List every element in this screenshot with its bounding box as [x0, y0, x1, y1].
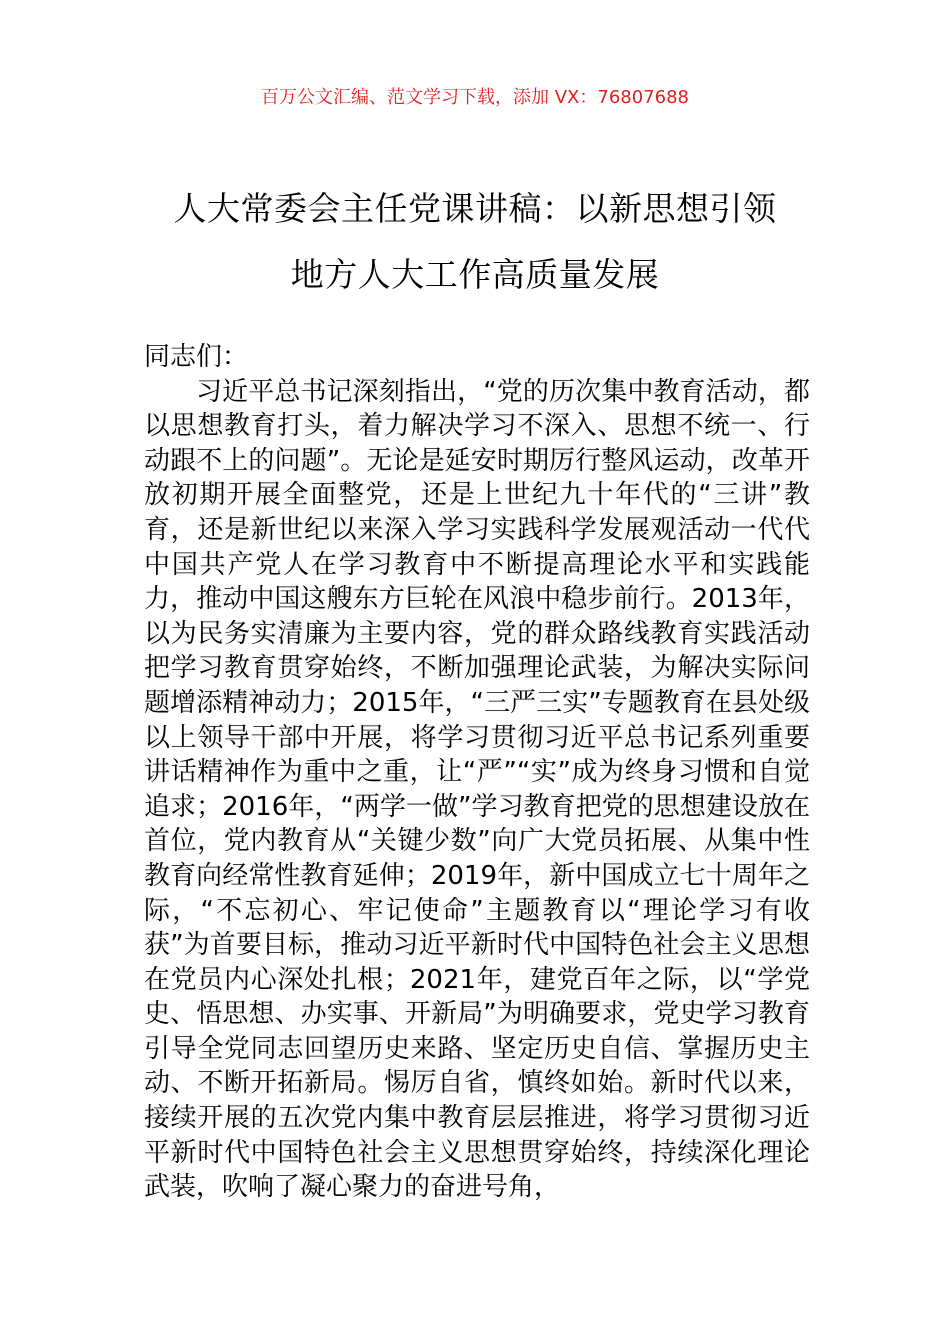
paragraph-1: 习近平总书记深刻指出，“党的历次集中教育活动，都以思想教育打头，着力解决学习不深入、思想不统一、行动跟不上的问题”。无论是延安时期厉行整风运动，改革开放初期开展全面整党，还是上世纪九十年代的“三讲”教育，还是新世纪以来深入学习实践科学发展观活动一代代中国共产党人在学习教育中不断提高理论水平和实践能力，推动中国这艘东方巨轮在风浪中稳步前行。2013年，以为民务实清廉为主要内容，党的群众路线教育实践活动把学习教育贯穿始终，不断加强理论武装，为解决实际问题增添精神动力；2015年，“三严三实”专题教育在县处级以上领导干部中开展，将学习贯彻习近平总书记系列重要讲话精神作为重中之重，让“严”“实”成为终身习惯和自觉追求；2016年，“两学一做”学习教育把党的思想建设放在首位，党内教育从“关键少数”向广大党员拓展、从集中性教育向经常性教育延伸；2019年，新中国成立七十周年之际，“不忘初心、牢记使命”主题教育以“理论学习有收获”为首要目标，推动习近平新时代中国特色社会主义思想在党员内心深处扎根；2021年，建党百年之际，以“学党史、悟思想、办实事、开新局”为明确要求，党史学习教育引导全党同志回望历史来路、坚定历史自信、掌握历史主动、不断开拓新局。惕厉自省，慎终如始。新时代以来，接续开展的五次党内集中教育层层推进，将学习贯彻习近平新时代中国特色社会主义思想贯穿始终，持续深化理论武装，吹响了凝心聚力的奋进号角，: [144, 376, 810, 1203]
document-body: [144, 340, 810, 1205]
title-line-2: 地方人大工作高质量发展: [290, 255, 660, 294]
header-note: 百万公文汇编、范文学习下载，添加 VX：76807688: [261, 87, 689, 108]
greeting: 同志们：: [144, 342, 249, 372]
document-title: [0, 176, 950, 308]
title-line-1: 人大常委会主任党课讲稿：以新思想引领: [173, 189, 777, 228]
